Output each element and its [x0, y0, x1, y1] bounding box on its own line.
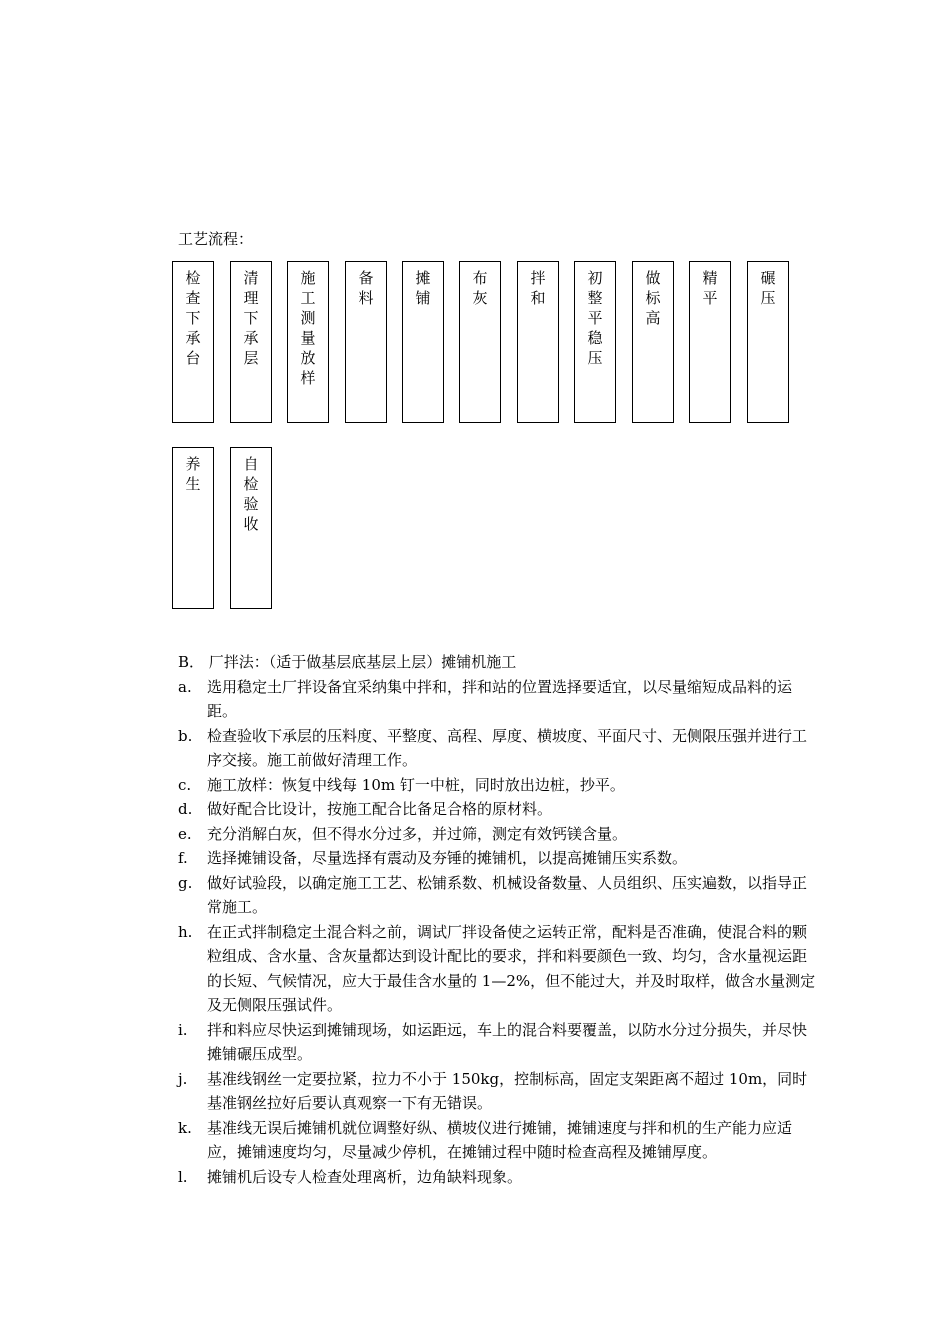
flow-box-label: 养生 — [185, 455, 201, 493]
list-item — [178, 871, 818, 920]
flow-box — [230, 447, 272, 609]
item-marker: i. — [178, 1020, 188, 1039]
item-marker: b. — [178, 726, 193, 745]
flow-box — [517, 261, 559, 423]
item-marker: c. — [178, 775, 192, 794]
section-heading: B． 厂拌法：（适于做基层底基层上层）摊铺机施工 — [178, 653, 517, 671]
list-item — [178, 773, 818, 798]
flow-box-label: 备料 — [358, 269, 374, 307]
list-item — [178, 846, 818, 871]
item-marker: k. — [178, 1118, 192, 1137]
flow-box-label: 施工测量放样 — [300, 269, 316, 387]
flow-box-label: 自检验收 — [243, 455, 259, 533]
flow-box — [345, 261, 387, 423]
flow-box-label: 检查下承台 — [185, 269, 201, 367]
list-item — [178, 675, 818, 724]
flow-box-label: 布灰 — [472, 269, 488, 307]
item-text: 在正式拌制稳定土混合料之前，调试厂拌设备使之运转正常，配料是否准确，使混合料的颗粒组成、含水量、含灰量都达到设计配比的要求，拌和料要颜色一致、均匀，含水量视运距的长短、气候情况，应大于最佳含水量的 1—2%，但不能过大，并及时取样，做含水量测定及无侧限压强试件。 — [207, 922, 816, 1014]
list-item — [178, 822, 818, 847]
flow-box — [632, 261, 674, 423]
flow-box — [287, 261, 329, 423]
flow-box-label: 拌和 — [530, 269, 546, 307]
flow-box — [172, 261, 214, 423]
item-marker: f. — [178, 849, 188, 867]
list-item — [178, 797, 818, 822]
flow-box — [574, 261, 616, 423]
item-marker: g. — [178, 873, 193, 892]
item-text: 做好配合比设计，按施工配合比备足合格的原材料。 — [207, 800, 553, 818]
construction-steps-section — [178, 650, 818, 1189]
item-text: 摊铺机后设专人检查处理离析，边角缺料现象。 — [207, 1167, 523, 1186]
item-marker: e. — [178, 824, 192, 843]
item-marker: j. — [178, 1069, 188, 1088]
flow-box — [689, 261, 731, 423]
flow-box-label: 摊铺 — [415, 269, 431, 307]
flow-box — [459, 261, 501, 423]
item-text: 充分消解白灰，但不得水分过多，并过筛，测定有效钙镁含量。 — [207, 824, 628, 843]
list-item — [178, 920, 818, 1018]
item-text: 检查验收下承层的压料度、平整度、高程、厚度、横坡度、平面尺寸、无侧限压强并进行工序交接。施工前做好清理工作。 — [207, 726, 808, 769]
item-text: 基准线无误后摊铺机就位调整好纵、横坡仪进行摊铺，摊铺速度与拌和机的生产能力应适应，摊铺速度均匀，尽量减少停机，在摊铺过程中随时检查高程及摊铺厚度。 — [207, 1118, 793, 1161]
item-text: 选择摊铺设备，尽量选择有震动及夯锤的摊铺机，以提高摊铺压实系数。 — [207, 849, 688, 867]
item-text: 选用稳定土厂拌设备宜采纳集中拌和，拌和站的位置选择要适宜，以尽量缩短成品料的运距。 — [207, 677, 793, 720]
flow-box — [172, 447, 214, 609]
flow-box-label: 初整平稳压 — [587, 269, 603, 367]
list-item — [178, 1067, 818, 1116]
item-marker: d. — [178, 800, 193, 818]
flow-box-label: 做标高 — [645, 269, 661, 327]
item-marker: a. — [178, 677, 192, 696]
item-text: 拌和料应尽快运到摊铺现场，如运距远，车上的混合料要覆盖，以防水分过分损失，并尽快摊铺碾压成型。 — [207, 1020, 808, 1063]
flow-box — [402, 261, 444, 423]
item-text: 基准线钢丝一定要拉紧，拉力不小于 150kg，控制标高，固定支架距离不超过 10m，同时基准钢丝拉好后要认真观察一下有无错误。 — [207, 1069, 808, 1112]
flow-box — [747, 261, 789, 423]
flow-title: 工艺流程： — [178, 230, 254, 248]
list-item — [178, 1165, 818, 1190]
item-text: 施工放样：恢复中线每 10m 钉一中桩，同时放出边桩，抄平。 — [207, 775, 625, 794]
flow-box-label: 碾压 — [760, 269, 776, 307]
flow-box-label: 清理下承层 — [243, 269, 259, 367]
flow-box — [230, 261, 272, 423]
item-marker: h. — [178, 922, 193, 941]
flow-box-label: 精平 — [702, 269, 718, 307]
item-marker: l. — [178, 1167, 188, 1186]
list-item — [178, 1116, 818, 1165]
item-text: 做好试验段，以确定施工工艺、松铺系数、机械设备数量、人员组织、压实遍数，以指导正常施工。 — [207, 873, 808, 916]
list-item — [178, 724, 818, 773]
list-item — [178, 1018, 818, 1067]
